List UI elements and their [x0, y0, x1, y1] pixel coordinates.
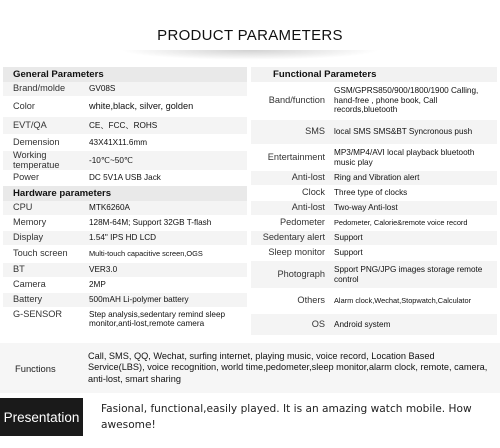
presentation-text: Fasional, functional,easily played. It is an amazing watch mobile. How awesome!: [101, 403, 472, 431]
row-label: Photograph: [277, 268, 325, 279]
functions-row: [0, 343, 500, 393]
functional-parameters-heading: Functional Parameters: [251, 67, 497, 82]
table-row: [251, 261, 497, 289]
row-value: Support: [334, 233, 363, 243]
row-label: CPU: [13, 202, 33, 213]
row-value: 128M-64M; Support 32GB T-flash: [89, 218, 212, 228]
row-label: BT: [13, 264, 25, 275]
general-parameters-heading: General Parameters: [3, 67, 247, 82]
table-row: [251, 186, 497, 201]
row-label: Power: [13, 172, 40, 183]
table-row: [251, 120, 497, 145]
right-parameters-table: [251, 67, 497, 336]
table-row: [3, 216, 247, 231]
row-label: Demension: [13, 136, 60, 147]
row-value: 500mAH Li-polymer battery: [89, 295, 189, 305]
table-row: [3, 201, 247, 216]
row-value: MP3/MP4/AVI local playback bluetooth music play: [334, 148, 475, 167]
table-row: [3, 308, 247, 344]
row-value: VER3.0: [89, 265, 118, 275]
row-label: OS: [311, 318, 325, 329]
row-label: Sleep monitor: [268, 247, 325, 258]
row-value: Step analysis,sedentary remind sleep monitor,anti-lost,remote camera: [89, 310, 226, 329]
table-row: [251, 171, 497, 186]
table-row: [3, 171, 247, 186]
functions-text: Call, SMS, QQ, Wechat, surfing internet, playing music, voice record, Location Based Service(LBS), voice recognition, world time,pedometer,sleep monitor,alarm clock, remote, camera, anti-lost, smart sharing: [88, 351, 488, 384]
row-label: Touch screen: [13, 248, 68, 259]
table-row: [3, 151, 247, 171]
row-value: local SMS SMS&BT Syncronous push: [334, 127, 473, 137]
row-label: EVT/QA: [13, 119, 47, 130]
row-label: Display: [13, 232, 44, 243]
row-label: Sedentary alert: [262, 232, 325, 243]
page-title: PRODUCT PARAMETERS: [157, 27, 343, 44]
left-parameters-table: [3, 67, 247, 344]
row-value: 2MP: [89, 280, 106, 290]
row-value: CE、FCC、ROHS: [89, 120, 158, 130]
row-label: Battery: [13, 294, 43, 305]
row-value: DC 5V1A USB Jack: [89, 173, 161, 183]
row-label: Pedometer: [280, 217, 325, 228]
row-value: Two-way Anti-lost: [334, 203, 398, 213]
row-value: Multi-touch capacitive screen,OGS: [89, 248, 203, 258]
row-value: MTK6260A: [89, 203, 130, 213]
row-label: G-SENSOR: [13, 309, 63, 319]
table-row: [3, 97, 247, 117]
row-value: Android system: [334, 319, 391, 329]
row-value: 43X41X11.6mm: [89, 137, 148, 147]
table-row: [3, 135, 247, 151]
hardware-parameters-heading: Hardware parameters: [3, 186, 247, 201]
row-value: 1.54" IPS HD LCD: [89, 233, 157, 243]
row-value: Alarm clock,Wechat,Stopwatch,Calculator: [334, 295, 472, 305]
table-row: [3, 246, 247, 263]
row-label: Anti-lost: [291, 172, 325, 183]
table-row: [251, 201, 497, 216]
table-row: [251, 314, 497, 336]
row-value: Three type of clocks: [334, 188, 408, 198]
row-label: Brand/molde: [13, 83, 66, 94]
row-label: Entertainment: [267, 151, 325, 162]
row-label: Memory: [13, 217, 47, 228]
table-row: [3, 293, 247, 308]
table-row: [251, 216, 497, 231]
table-row: [251, 231, 497, 246]
row-value: Ring and Vibration alert: [334, 173, 420, 183]
table-row: [3, 263, 247, 278]
row-label: Color: [13, 100, 35, 111]
table-row: [251, 289, 497, 314]
table-row: [3, 231, 247, 246]
presentation-label: Presentation: [0, 398, 83, 436]
row-label: Band/function: [268, 94, 325, 105]
table-row: [3, 278, 247, 293]
row-label: Others: [297, 295, 325, 306]
row-value: Pedometer, Calorie&remote voice record: [334, 217, 468, 227]
functions-label: Functions: [15, 362, 56, 374]
table-row: [251, 145, 497, 171]
row-value: Spport PNG/JPG images storage remote control: [334, 265, 483, 284]
title-shadow: [120, 50, 380, 60]
row-label: SMS: [305, 126, 325, 137]
row-value: Support: [334, 248, 363, 258]
table-row: [3, 82, 247, 97]
table-row: [3, 117, 247, 135]
table-row: [251, 246, 497, 261]
row-value: GSM/GPRS850/900/1800/1900 Calling, hand-free , phone book, Call records,bluetooth: [334, 86, 479, 115]
row-label: Working temperatue: [13, 150, 60, 170]
row-label: Anti-lost: [291, 202, 325, 213]
row-label: Camera: [13, 279, 46, 290]
row-value: -10℃~50℃: [89, 155, 134, 165]
table-row: [251, 82, 497, 120]
row-label: Clock: [302, 187, 325, 198]
row-value: GV08S: [89, 84, 116, 94]
row-value: white,black, silver, golden: [89, 101, 194, 112]
